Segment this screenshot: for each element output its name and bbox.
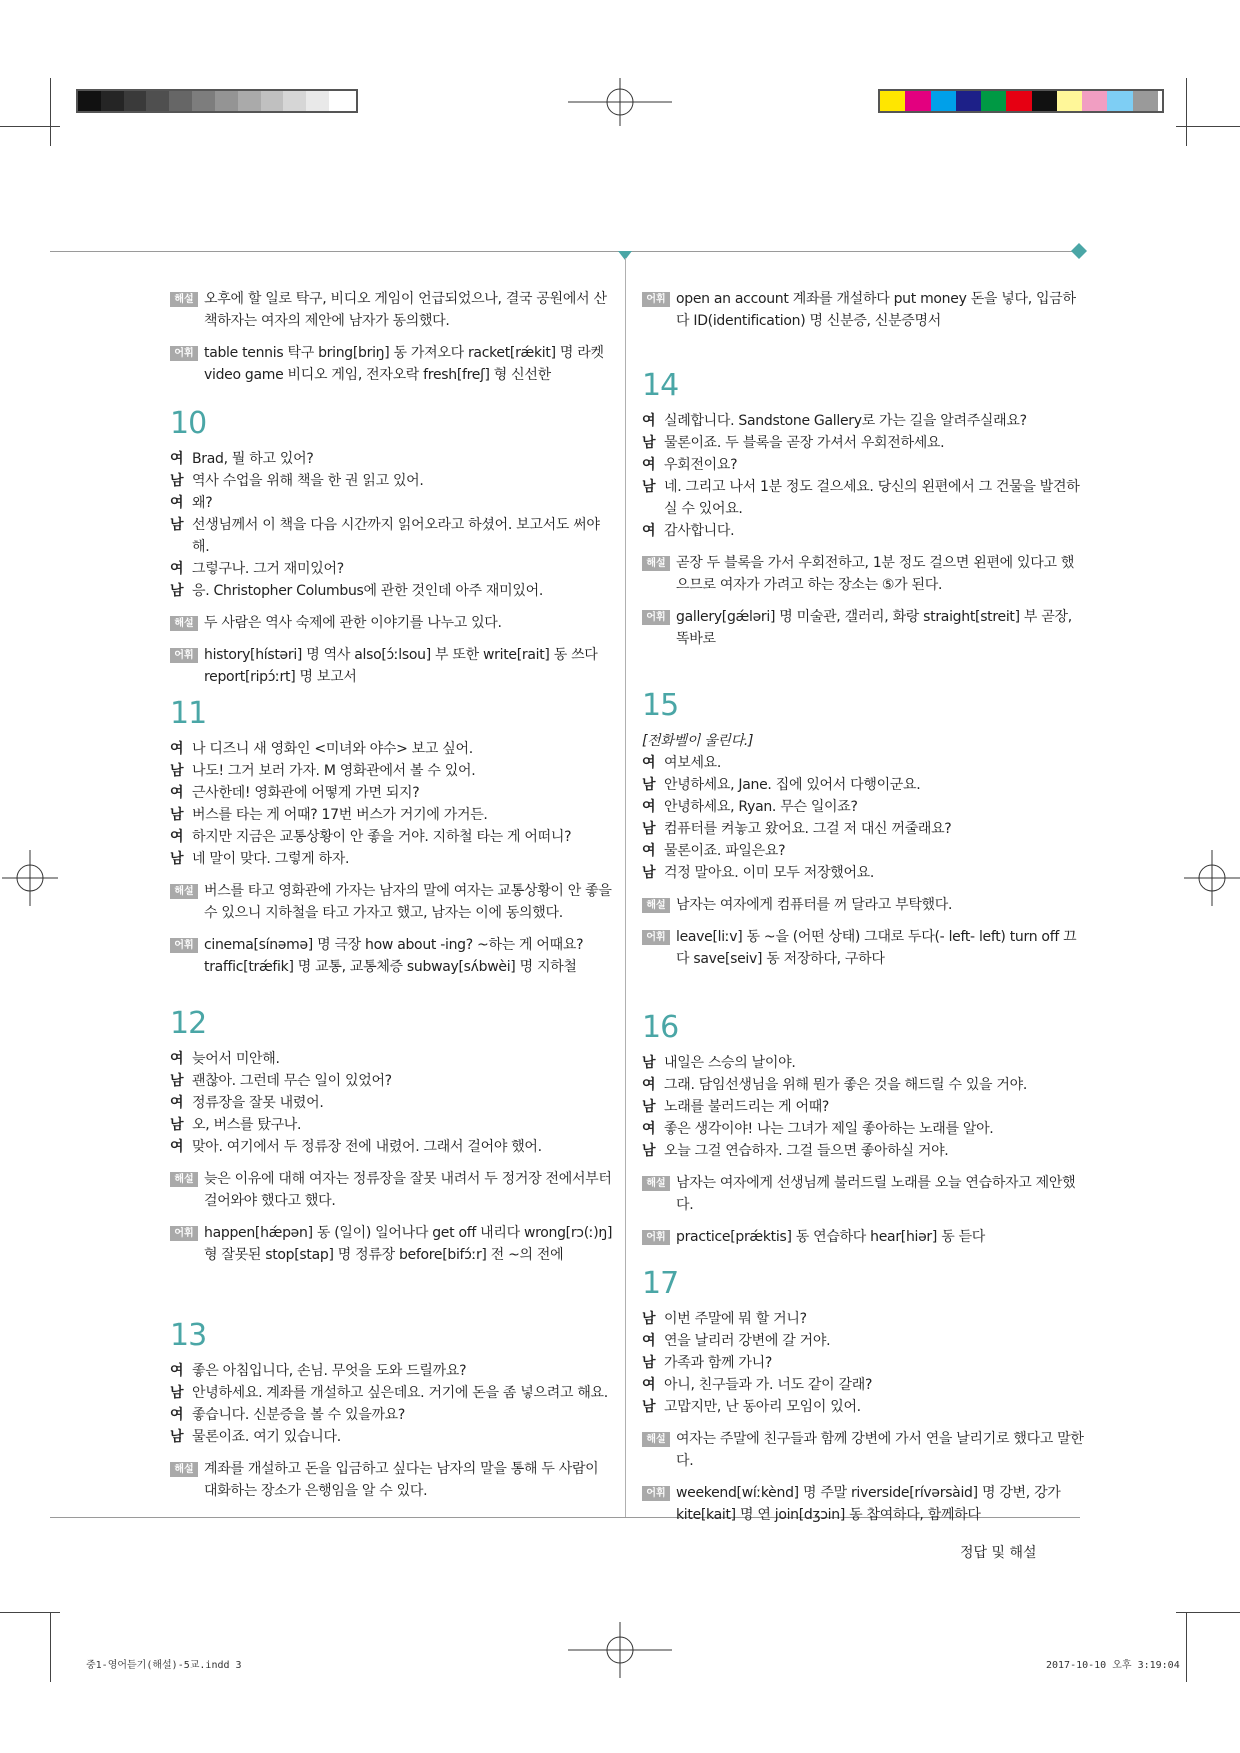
dialogue-text: 걱정 말아요. 이미 모두 저장했어요.	[664, 865, 875, 881]
color-swatch	[192, 91, 215, 111]
vocabulary-note	[642, 1482, 1087, 1526]
color-calibration-bar	[878, 89, 1164, 113]
registration-mark-icon	[568, 1622, 672, 1678]
dialogue-line	[642, 1140, 1087, 1162]
color-swatch	[169, 91, 192, 111]
vocabulary-note	[642, 288, 1087, 332]
speaker-label: 여	[170, 1139, 184, 1155]
dialogue-line	[642, 410, 1087, 432]
note-tag: 해설	[170, 1172, 198, 1187]
note-tag: 어휘	[642, 930, 670, 945]
dialogue-line	[642, 1352, 1087, 1374]
dialogue-text: 네. 그리고 나서 1분 정도 걸으세요. 당신의 왼편에서 그 건물을 발견하실 수 있어요.	[664, 479, 1080, 517]
crop-mark	[0, 1612, 60, 1613]
note-text: history[hístəri] 명 역사 also[ɔ́ːlsou] 부 또한 write[rait] 동 쓰다 report[ripɔ́ːrt] 명 보고서	[204, 647, 598, 685]
explanation-note	[170, 880, 615, 924]
dialogue-text: 오, 버스를 탔구나.	[192, 1117, 302, 1133]
registration-mark-icon	[568, 78, 672, 126]
speaker-label: 여	[170, 1051, 184, 1067]
question-14	[642, 368, 1087, 650]
dialogue-line	[642, 796, 1087, 818]
question-number: 15	[642, 688, 679, 723]
note-tag: 어휘	[642, 292, 670, 307]
color-swatch	[283, 91, 306, 111]
color-swatch	[329, 91, 352, 111]
registration-mark-icon	[1184, 850, 1240, 906]
header-diamond-icon	[1071, 243, 1087, 259]
note-tag: 어휘	[170, 346, 198, 361]
dialogue-line	[642, 1308, 1087, 1330]
speaker-label: 남	[170, 583, 184, 599]
color-swatch	[1082, 91, 1107, 111]
dialogue-text: 노래를 불러드리는 게 어때?	[664, 1099, 830, 1115]
speaker-label: 여	[170, 451, 184, 467]
color-swatch	[880, 91, 905, 111]
note-text: cinema[sínəmə] 명 극장 how about -ing? ~하는 게 어때요? traffic[trǽfik] 명 교통, 교통체증 subway[sʌ́bwèi] 명 지하철	[204, 937, 584, 975]
dialogue-line	[170, 1048, 615, 1070]
dialogue-line	[642, 818, 1087, 840]
speaker-label: 남	[642, 1399, 656, 1415]
speaker-label: 남	[642, 1311, 656, 1327]
crop-mark	[50, 78, 51, 146]
color-swatch	[261, 91, 284, 111]
speaker-label: 남	[170, 807, 184, 823]
crop-mark	[1186, 1612, 1187, 1682]
dialogue-line	[642, 1074, 1087, 1096]
color-swatch	[215, 91, 238, 111]
dialogue-line	[642, 840, 1087, 862]
dialogue-text: 네 말이 맞다. 그렇게 하자.	[192, 851, 350, 867]
dialogue-line	[170, 826, 615, 848]
dialogue-line	[642, 1118, 1087, 1140]
dialogue-line	[642, 774, 1087, 796]
speaker-label: 남	[170, 1429, 184, 1445]
note-tag: 해설	[170, 616, 198, 631]
dialogue-text: 안녕하세요, Jane. 집에 있어서 다행이군요.	[664, 777, 921, 793]
color-swatch	[1107, 91, 1132, 111]
speaker-label: 여	[642, 755, 656, 771]
note-tag: 어휘	[642, 610, 670, 625]
speaker-label: 여	[170, 1407, 184, 1423]
dialogue-line	[642, 1396, 1087, 1418]
dialogue-text: 물론이죠. 여기 있습니다.	[192, 1429, 341, 1445]
dialogue-line	[170, 848, 615, 870]
dialogue-line	[642, 476, 1087, 520]
note-text: 늦은 이유에 대해 여자는 정류장을 잘못 내려서 두 정거장 전에서부터 걸어와야 했다고 했다.	[204, 1171, 612, 1209]
intro-notes	[170, 278, 615, 386]
dialogue-line	[170, 1382, 615, 1404]
color-swatch	[101, 91, 124, 111]
note-tag: 어휘	[642, 1486, 670, 1501]
dialogue-line	[170, 1426, 615, 1448]
dialogue-text: 맞아. 여기에서 두 정류장 전에 내렸어. 그래서 걸어야 했어.	[192, 1139, 542, 1155]
question-number: 16	[642, 1010, 679, 1045]
vocabulary-note	[170, 934, 615, 978]
note-text: practice[prǽktis] 동 연습하다 hear[hiər] 동 듣다	[676, 1229, 986, 1245]
color-swatch	[1133, 91, 1158, 111]
color-swatch	[238, 91, 261, 111]
dialogue-text: 오늘 그걸 연습하자. 그걸 들으면 좋아하실 거야.	[664, 1143, 949, 1159]
color-swatch	[1006, 91, 1031, 111]
speaker-label: 남	[170, 1117, 184, 1133]
speaker-label: 여	[170, 829, 184, 845]
dialogue-text: 안녕하세요. 계좌를 개설하고 싶은데요. 거기에 돈을 좀 넣으려고 해요.	[192, 1385, 608, 1401]
note-text: 버스를 타고 영화관에 가자는 남자의 말에 여자는 교통상황이 안 좋을 수 있으니 지하철을 타고 가자고 했고, 남자는 이에 동의했다.	[204, 883, 612, 921]
dialogue-text: 여보세요.	[664, 755, 722, 771]
dialogue-text: 왜?	[192, 495, 213, 511]
note-text: happen[hǽpən] 동 (일이) 일어나다 get off 내리다 wrong[rɔ(ː)ŋ] 형 잘못된 stop[stap] 명 정류장 before[bifɔ́ːr] 전 ~의 전에	[204, 1225, 613, 1263]
crop-mark	[1186, 78, 1187, 146]
color-swatch	[78, 91, 101, 111]
dialogue-line	[170, 1092, 615, 1114]
speaker-label: 남	[170, 473, 184, 489]
speaker-label: 여	[642, 1077, 656, 1093]
note-text: 계좌를 개설하고 돈을 입금하고 싶다는 남자의 말을 통해 두 사람이 대화하는 장소가 은행임을 알 수 있다.	[204, 1461, 599, 1499]
question-number: 10	[170, 406, 207, 441]
dialogue-line	[170, 804, 615, 826]
crop-mark	[50, 1612, 51, 1682]
vocabulary-note	[642, 606, 1087, 650]
speaker-label: 남	[170, 1385, 184, 1401]
dialogue-text: 버스를 타는 게 어때? 17번 버스가 거기에 가거든.	[192, 807, 488, 823]
dialogue-line	[170, 470, 615, 492]
question-11	[170, 696, 615, 978]
dialogue-line	[170, 448, 615, 470]
color-swatch	[981, 91, 1006, 111]
dialogue-line	[642, 1052, 1087, 1074]
dialogue-text: 안녕하세요, Ryan. 무슨 일이죠?	[664, 799, 858, 815]
speaker-label: 여	[170, 1363, 184, 1379]
color-swatch	[146, 91, 169, 111]
vocabulary-note	[642, 1226, 1087, 1248]
speaker-label: 여	[170, 561, 184, 577]
speaker-label: 여	[642, 413, 656, 429]
note-text: leave[liːv] 동 ~을 (어떤 상태) 그대로 두다(- left- left) turn off 끄다 save[seiv] 동 저장하다, 구하다	[676, 929, 1077, 967]
note-tag: 해설	[642, 1432, 670, 1447]
vocabulary-note	[170, 1222, 615, 1266]
dialogue-text: 괜찮아. 그런데 무슨 일이 있었어?	[192, 1073, 392, 1089]
color-swatch	[1032, 91, 1057, 111]
speaker-label: 남	[642, 479, 656, 495]
dialogue-line	[642, 432, 1087, 454]
speaker-label: 여	[642, 1121, 656, 1137]
color-swatch	[956, 91, 981, 111]
color-swatch	[1057, 91, 1082, 111]
question-12	[170, 1006, 615, 1266]
dialogue-text: 정류장을 잘못 내렸어.	[192, 1095, 324, 1111]
note-tag: 어휘	[170, 648, 198, 663]
dialogue-line	[170, 1070, 615, 1092]
note-tag: 어휘	[642, 1230, 670, 1245]
dialogue-line	[170, 1114, 615, 1136]
explanation-note	[642, 1172, 1087, 1216]
speaker-label: 여	[170, 1095, 184, 1111]
dialogue-text: 내일은 스승의 날이야.	[664, 1055, 796, 1071]
dialogue-line	[170, 782, 615, 804]
dialogue-line	[170, 1404, 615, 1426]
dialogue-text: 근사한데! 영화관에 어떻게 가면 되지?	[192, 785, 420, 801]
vocabulary-note	[170, 644, 615, 688]
vocabulary-note	[642, 926, 1087, 970]
speaker-label: 여	[170, 495, 184, 511]
dialogue-line	[170, 492, 615, 514]
dialogue-text: 고맙지만, 난 동아리 모임이 있어.	[664, 1399, 861, 1415]
dialogue-text: 연을 날리러 강변에 갈 거야.	[664, 1333, 831, 1349]
file-info: 중1-영어듣기(해설)-5교.indd 3	[86, 1660, 242, 1671]
crop-mark	[1176, 1612, 1240, 1613]
speaker-label: 여	[642, 1333, 656, 1349]
note-tag: 해설	[642, 556, 670, 571]
speaker-label: 남	[642, 1055, 656, 1071]
dialogue-text: 컴퓨터를 켜놓고 왔어요. 그걸 저 대신 꺼줄래요?	[664, 821, 952, 837]
note-text: gallery[gǽləri] 명 미술관, 갤러리, 화랑 straight[streit] 부 곧장, 똑바로	[676, 609, 1072, 647]
dialogue-line	[642, 1330, 1087, 1352]
speaker-label: 남	[170, 517, 184, 533]
note-text: 남자는 여자에게 컴퓨터를 꺼 달라고 부탁했다.	[676, 897, 953, 913]
speaker-label: 남	[642, 1099, 656, 1115]
explanation-note	[170, 288, 615, 332]
intro-notes	[642, 278, 1087, 332]
question-number: 14	[642, 368, 679, 403]
note-tag: 해설	[642, 898, 670, 913]
dialogue-text: Brad, 뭘 하고 있어?	[192, 451, 314, 467]
speaker-label: 여	[170, 785, 184, 801]
note-tag: 해설	[170, 1462, 198, 1477]
dialogue-text: 그렇구나. 그거 재미있어?	[192, 561, 344, 577]
question-16	[642, 1010, 1087, 1248]
crop-mark	[1176, 126, 1240, 127]
note-text: 곧장 두 블록을 가서 우회전하고, 1분 정도 걸으면 왼편에 있다고 했으므로 여자가 가려고 하는 장소는 ⑤가 된다.	[676, 555, 1075, 593]
dialogue-line	[170, 514, 615, 558]
speaker-label: 남	[170, 851, 184, 867]
color-swatch	[905, 91, 930, 111]
question-number: 11	[170, 696, 207, 731]
dialogue-text: 물론이죠. 두 블록을 곧장 가셔서 우회전하세요.	[664, 435, 945, 451]
question-number: 17	[642, 1266, 679, 1301]
dialogue-text: 이번 주말에 뭐 할 거니?	[664, 1311, 807, 1327]
note-text: open an account 계좌를 개설하다 put money 돈을 넣다, 입금하다 ID(identification) 명 신분증, 신분증명서	[676, 291, 1076, 329]
explanation-note	[642, 894, 1087, 916]
explanation-note	[170, 612, 615, 634]
color-swatch	[931, 91, 956, 111]
explanation-note	[642, 1428, 1087, 1472]
dialogue-line	[170, 760, 615, 782]
dialogue-line	[642, 1374, 1087, 1396]
grayscale-calibration-bar	[76, 89, 358, 113]
speaker-label: 남	[642, 821, 656, 837]
dialogue-text: 역사 수업을 위해 책을 한 권 읽고 있어.	[192, 473, 424, 489]
note-text: 여자는 주말에 친구들과 함께 강변에 가서 연을 날리기로 했다고 말한다.	[676, 1431, 1084, 1469]
dialogue-line	[642, 1096, 1087, 1118]
note-tag: 어휘	[170, 938, 198, 953]
dialogue-line	[642, 862, 1087, 884]
dialogue-text: 감사합니다.	[664, 523, 735, 539]
dialogue-text: 좋은 생각이야! 나는 그녀가 제일 좋아하는 노래를 알아.	[664, 1121, 994, 1137]
dialogue-text: 그래. 담임선생님을 위해 뭔가 좋은 것을 해드릴 수 있을 거야.	[664, 1077, 1028, 1093]
page-label: 정답 및 해설	[960, 1545, 1037, 1561]
dialogue-text: 좋습니다. 신분증을 볼 수 있을까요?	[192, 1407, 406, 1423]
speaker-label: 남	[170, 763, 184, 779]
dialogue-text: 하지만 지금은 교통상황이 안 좋을 거야. 지하철 타는 게 어떠니?	[192, 829, 572, 845]
dialogue-text: 늦어서 미안해.	[192, 1051, 280, 1067]
speaker-label: 남	[642, 865, 656, 881]
note-text: 두 사람은 역사 숙제에 관한 이야기를 나누고 있다.	[204, 615, 502, 631]
dialogue-text: 실례합니다. Sandstone Gallery로 가는 길을 알려주실래요?	[664, 413, 1027, 429]
speaker-label: 여	[642, 799, 656, 815]
explanation-note	[642, 552, 1087, 596]
dialogue-text: 선생님께서 이 책을 다음 시간까지 읽어오라고 하셨어. 보고서도 써야 해.	[192, 517, 600, 555]
note-text: 오후에 할 일로 탁구, 비디오 게임이 언급되었으나, 결국 공원에서 산책하자는 여자의 제안에 남자가 동의했다.	[204, 291, 607, 329]
dialogue-line	[170, 1136, 615, 1158]
crop-mark	[0, 126, 60, 127]
dialogue-text: 물론이죠. 파일은요?	[664, 843, 786, 859]
dialogue-text: 아니, 친구들과 가. 너도 같이 갈래?	[664, 1377, 873, 1393]
note-text: weekend[wíːkènd] 명 주말 riverside[rívərsàid] 명 강변, 강가 kite[kait] 명 연 join[dʒɔin] 동 참여하다, 함께하다	[676, 1485, 1061, 1523]
speaker-label: 남	[642, 1143, 656, 1159]
note-tag: 해설	[642, 1176, 670, 1191]
dialogue-line	[170, 580, 615, 602]
speaker-label: 여	[642, 1377, 656, 1393]
note-text: 남자는 여자에게 선생님께 불러드릴 노래를 오늘 연습하자고 제안했다.	[676, 1175, 1076, 1213]
speaker-label: 여	[642, 523, 656, 539]
dialogue-line	[642, 752, 1087, 774]
registration-mark-icon	[2, 850, 58, 906]
explanation-note	[170, 1168, 615, 1212]
color-swatch	[306, 91, 329, 111]
dialogue-text: 우회전이요?	[664, 457, 738, 473]
speaker-label: 남	[642, 777, 656, 793]
question-10	[170, 406, 615, 688]
note-tag: 해설	[170, 884, 198, 899]
question-number: 13	[170, 1318, 207, 1353]
dialogue-text: 나 디즈니 새 영화인 <미녀와 야수> 보고 싶어.	[192, 741, 473, 757]
header-rule	[50, 251, 1080, 252]
note-text: table tennis 탁구 bring[briŋ] 동 가져오다 racket[rǽkit] 명 라켓 video game 비디오 게임, 전자오락 fresh[freʃ] 형 신선한	[204, 345, 604, 383]
speaker-label: 남	[642, 1355, 656, 1371]
note-tag: 해설	[170, 292, 198, 307]
column-divider	[625, 258, 626, 1518]
speaker-label: 여	[642, 457, 656, 473]
dialogue-line	[170, 1360, 615, 1382]
speaker-label: 여	[642, 843, 656, 859]
timestamp: 2017-10-10 오후 3:19:04	[1046, 1660, 1180, 1671]
question-number: 12	[170, 1006, 207, 1041]
note-tag: 어휘	[170, 1226, 198, 1241]
color-swatch	[124, 91, 147, 111]
speaker-label: 남	[642, 435, 656, 451]
dialogue-text: 응. Christopher Columbus에 관한 것인데 아주 재미있어.	[192, 583, 543, 599]
speaker-label: 여	[170, 741, 184, 757]
dialogue-line	[642, 454, 1087, 476]
scene-direction: [전화벨이 울린다.]	[642, 733, 754, 749]
question-15	[642, 688, 1087, 970]
explanation-note	[170, 1458, 615, 1502]
dialogue-line	[170, 738, 615, 760]
vocabulary-note	[170, 342, 615, 386]
dialogue-line	[170, 558, 615, 580]
question-13	[170, 1318, 615, 1502]
dialogue-text: 나도! 그거 보러 가자. M 영화관에서 볼 수 있어.	[192, 763, 476, 779]
dialogue-text: 가족과 함께 가니?	[664, 1355, 772, 1371]
question-17	[642, 1266, 1087, 1526]
dialogue-text: 좋은 아침입니다, 손님. 무엇을 도와 드릴까요?	[192, 1363, 467, 1379]
dialogue-line	[642, 520, 1087, 542]
speaker-label: 남	[170, 1073, 184, 1089]
